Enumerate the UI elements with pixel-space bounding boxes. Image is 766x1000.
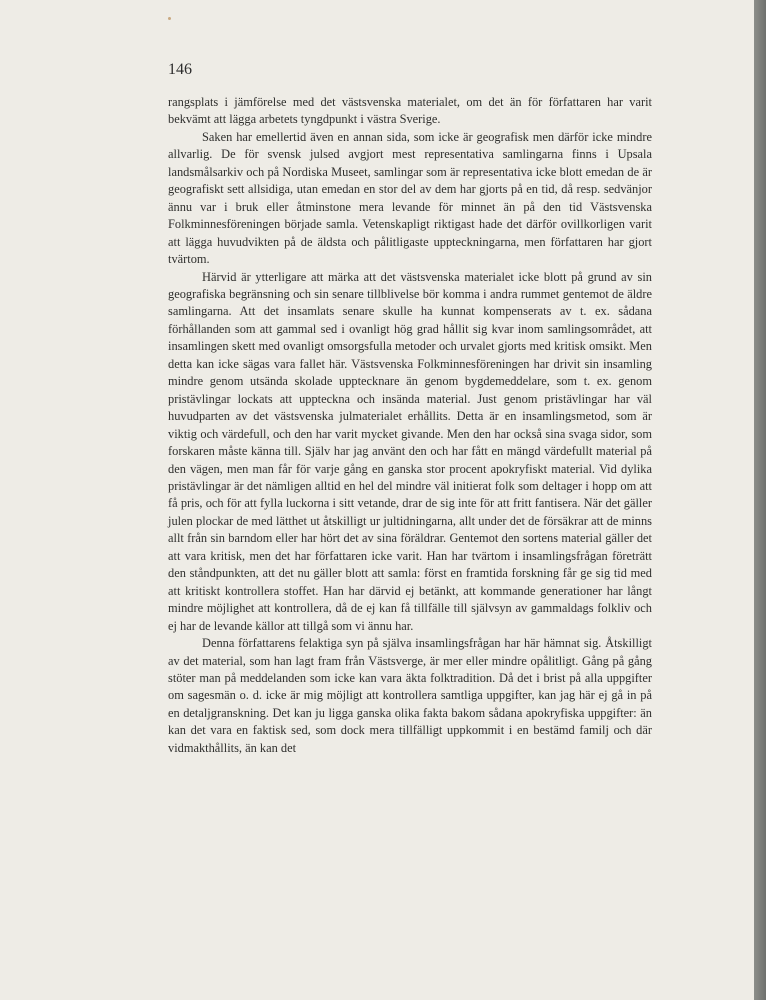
body-text: [168, 94, 652, 757]
ink-speck: [168, 17, 171, 20]
page-number: 146: [168, 61, 192, 78]
paragraph-4: Denna författarens felaktiga syn på själva insamlingsfrågan har här hämnat sig. Åtskilligt av det material, som han lagt fram från Västsverge, är mer eller mindre opålitligt. Gång på gång stöter man på meddelanden som icke kan vara äkta folktradition. Då det i brist på alla uppgifter om sagesmän o. d. icke är mig möjligt att kontrollera samtliga uppgifter, kan jag här ej gå in på en detaljgranskning. Det kan ju ligga ganska olika fakta bakom sådana apokryfiska uppgifter: än kan det vara en faktisk sed, som dock mera tillfälligt uppkommit i en bestämd familj och där vidmakthållits, än kan det: [168, 636, 652, 755]
page-edge-shadow: [754, 0, 766, 1000]
paragraph-2: Saken har emellertid även en annan sida, som icke är geografisk men därför icke mindre allvarlig. De för svensk julsed avgjort mest representativa samlingarna finns i Upsala landsmålsarkiv och på Nordiska Museet, samlingar som är representativa icke blott emedan de är geografiskt sett allsidiga, utan emedan en stor del av dem har gjorts på en tid, då resp. sedvänjor ännu var i bruk eller åtminstone mera levande för minnet än på den tid Västsvenska Folkminnesföreningen började samla. Vetenskapligt riktigast hade det därför ovillkorligen varit att lägga huvudvikten på de äldsta och pålitligaste uppteckningarna, men författaren har gjort tvärtom.: [168, 129, 652, 267]
paragraph-1: rangsplats i jämförelse med det västsvenska materialet, om det än för författaren har varit bekvämt att lägga arbetets tyngdpunkt i västra Sverige.: [168, 95, 652, 127]
paragraph-3: Härvid är ytterligare att märka att det västsvenska materialet icke blott på grund av sin geografiska begränsning och sin senare tillblivelse bör komma i andra rummet gentemot de äldre samlingarna. Att det insamlats senare skulle ha kunnat kompenserats av t. ex. sådana förhållanden som att gammal sed i ovanligt hög grad hållit sig kvar inom samlingsområdet, att insamlingen skett med ovanligt omsorgsfulla metoder och urvalet gjorts med kritisk omsikt. Men detta kan icke sägas vara fallet här. Västsvenska Folkminnesföreningen har drivit sin insamling mindre genom utsända skolade upptecknare än genom bygdemeddelare, som t. ex. genom pristävlingar lockats att uppteckna och insända material. Just genom pristävlingar har väl huvudparten av det västsvenska julmaterialet erhållits. Detta är en insamlingsmetod, som är viktig och värdefull, och den har varit mycket givande. Men den har också sina svaga sidor, som forskaren måste känna till. Själv har jag använt den och har fått en mängd värdefullt material på den vägen, men man får för varje gång en ganska stor procent apokryfiskt material. Vid dylika pristävlingar är det nämligen alltid en hel del mindre väl initierat folk som deltager i hopp om att få pris, och för att fylla luckorna i sitt vetande, drar de sig inte för att fritt fantisera. När det gäller julen plockar de med lätthet ut åtskilligt ur jultidningarna, allt under det de försäkrar att de minns allt från sin barndom eller har hört det av sina föräldrar. Gentemot den sortens material gäller det att vara kritisk, men det har författaren icke varit. Han har tvärtom i insamlingsfrågan företrätt den ståndpunkten, att det nu gäller blott att samla: först en framtida forskning får ge sig tid med att kritiskt kontrollera stoffet. Han har därvid ej betänkt, att kommande generationer har långt mindre möjlighet att kontrollera, då de ej kan få tillfälle till självsyn av gammaldags folkliv och ej har de levande källor att tillgå som vi ännu har.: [168, 269, 652, 633]
